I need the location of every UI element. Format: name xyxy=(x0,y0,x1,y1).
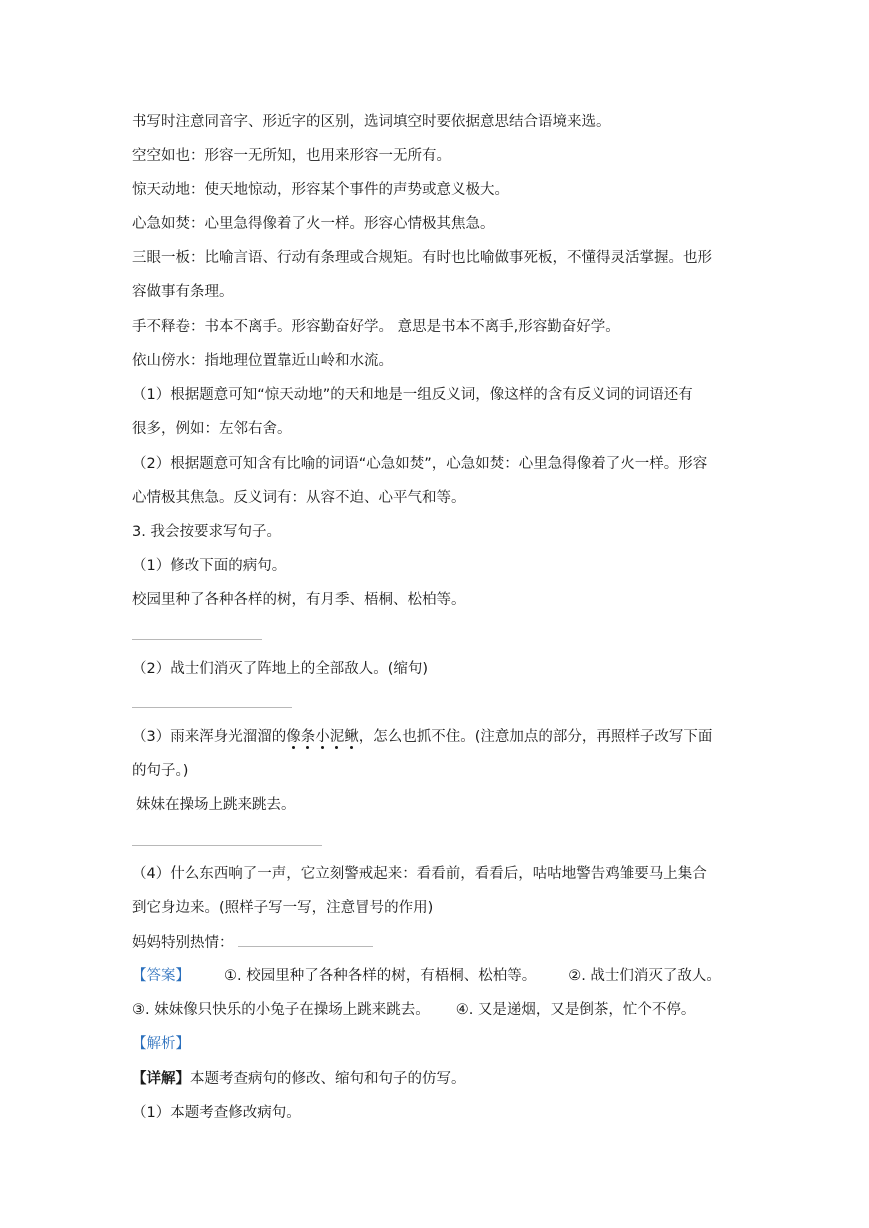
question-3-1-sentence: 校园里种了各种各样的树，有月季、梧桐、松柏等。 xyxy=(132,592,466,608)
prompt-text: 妈妈特别热情： xyxy=(132,935,234,951)
question-3-title: 3. 我会按要求写句子。 xyxy=(132,524,281,540)
analysis-tag: 【解析】 xyxy=(132,1036,190,1052)
answer-line-1 xyxy=(132,966,721,986)
definition-jingtiandongdi: 惊天动地：使天地惊动，形容某个事件的声势或意义极大。 xyxy=(132,182,509,198)
emphasis-char: 像 xyxy=(286,729,301,745)
question-3-4-cont: 到它身边来。(照样子写一写，注意冒号的作用) xyxy=(132,900,434,916)
answer-2: ②. 战士们消灭了敌人。 xyxy=(568,968,721,984)
detail-text: 本题考查病句的修改、缩句和句子的仿写。 xyxy=(190,1071,466,1087)
question-3-3-pre: （3）雨来浑身光溜溜的 xyxy=(132,729,287,745)
question-3-2: （2）战士们消灭了阵地上的全部敌人。(缩句) xyxy=(132,661,429,677)
emphasis-char: 泥 xyxy=(330,729,345,745)
answer-1: ①. 校园里种了各种各样的树，有梧桐、松柏等。 xyxy=(224,968,537,984)
emphasis-char: 小 xyxy=(315,729,330,745)
definition-kongkongruye: 空空如也：形容一无所知，也用来形容一无所有。 xyxy=(132,148,451,164)
paragraph-line: 书写时注意同音字、形近字的区别，选词填空时要依据意思结合语境来选。 xyxy=(132,114,611,130)
question-3-4-prompt xyxy=(132,932,373,953)
emphasis-char: 鳅 xyxy=(344,729,359,745)
question-3-3-sentence: 妹妹在操场上跳来跳去。 xyxy=(136,797,296,813)
answer-line-2 xyxy=(132,1000,695,1020)
definition-xinjirufen: 心急如焚：心里急得像着了火一样。形容心情极其焦急。 xyxy=(132,216,495,232)
question-3-4: （4）什么东西响了一声，它立刻警戒起来：看看前，看看后，咕咕地警告鸡雏要马上集合 xyxy=(132,866,707,882)
explanation-1-cont: 很多，例如：左邻右舍。 xyxy=(132,421,292,437)
answer-3: ③. 妹妹像只快乐的小兔子在操场上跳来跳去。 xyxy=(132,1002,430,1018)
explanation-1: （1）根据题意可知“惊天动地”的天和地是一组反义词，像这样的含有反义词的词语还有 xyxy=(132,387,693,403)
question-3-3 xyxy=(132,727,712,747)
explanation-2-cont: 心情极其焦急。反义词有：从容不迫、心平气和等。 xyxy=(132,490,466,506)
answer-4: ④. 又是递烟，又是倒茶，忙个不停。 xyxy=(455,1002,696,1018)
question-3-3-post: ，怎么也抓不住。(注意加点的部分，再照样子改写下面 xyxy=(358,729,713,745)
definition-yishanbangshui: 依山傍水：指地理位置靠近山岭和水流。 xyxy=(132,353,393,369)
question-3-3-cont: 的句子。) xyxy=(132,763,189,779)
answer-tag: 【答案】 xyxy=(132,968,190,984)
explanation-2: （2）根据题意可知含有比喻的词语“心急如焚”，心急如焚：心里急得像着了火一样。形容 xyxy=(132,456,708,472)
answer-blank-1[interactable] xyxy=(132,639,262,640)
emphasis-char: 条 xyxy=(301,729,316,745)
definition-shoubushijuan: 手不释卷：书本不离手。形容勤奋好学。 意思是书本不离手,形容勤奋好学。 xyxy=(132,319,620,335)
answer-blank-3[interactable] xyxy=(132,845,322,846)
detail-line xyxy=(132,1069,466,1089)
detail-tag: 【详解】 xyxy=(132,1071,190,1087)
answer-blank-2[interactable] xyxy=(132,707,292,708)
definition-sanyanyiban: 三眼一板：比喻言语、行动有条理或合规矩。有时也比喻做事死板，不懂得灵活掌握。也形 xyxy=(132,250,712,266)
definition-sanyanyiban-cont: 容做事有条理。 xyxy=(132,284,234,300)
detail-1: （1）本题考查修改病句。 xyxy=(132,1105,301,1121)
answer-blank-4[interactable] xyxy=(238,932,373,947)
question-3-1: （1）修改下面的病句。 xyxy=(132,558,287,574)
